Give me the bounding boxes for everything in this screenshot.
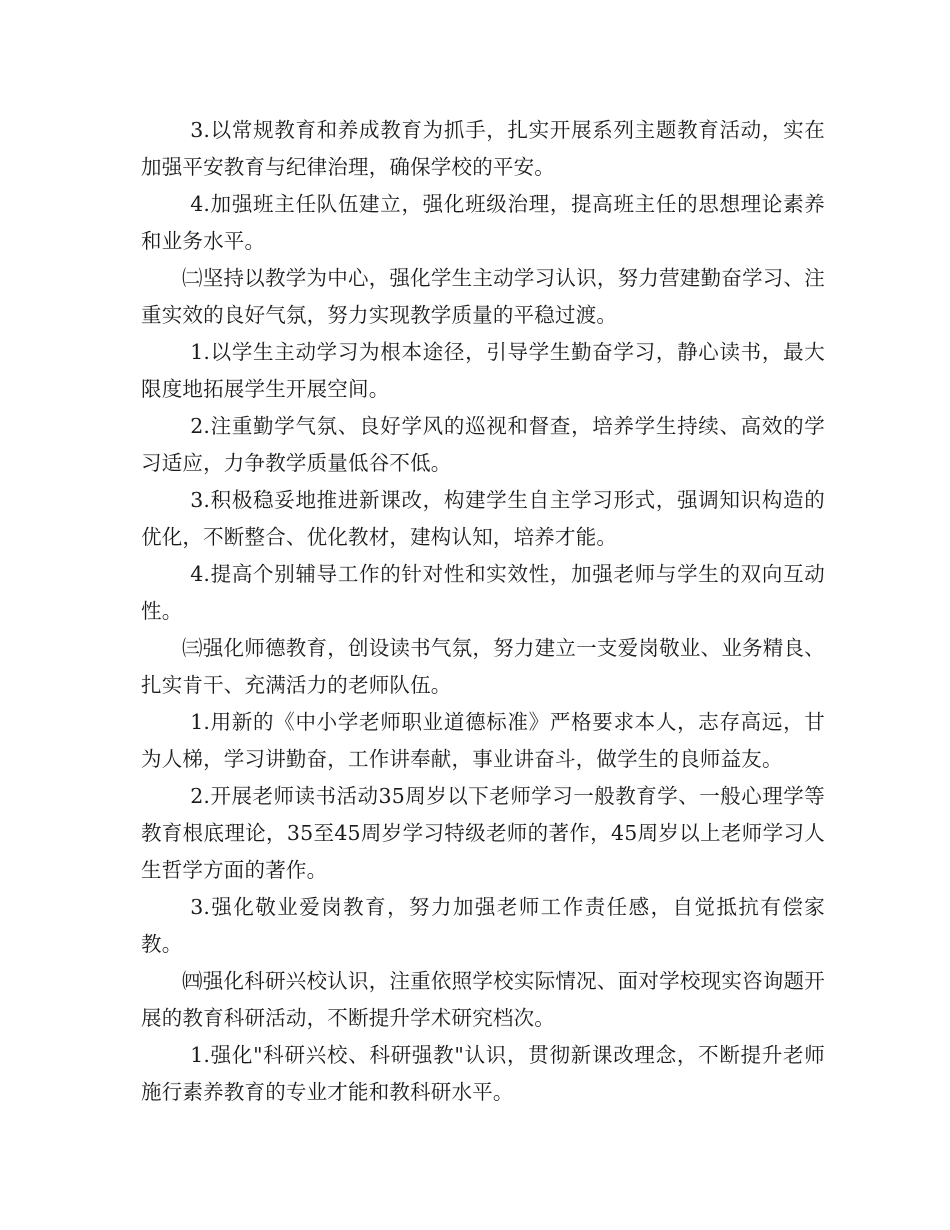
paragraph-item-1c: 1.用新的《中小学老师职业道德标准》严格要求本人，志存高远，甘为人梯，学习讲勤奋，工作讲奉献，事业讲奋斗，做学生的良师益友。 — [141, 710, 825, 771]
paragraph-item-2: 2.注重勤学气氛、良好学风的巡视和督查，培养学生持续、高效的学习适应，力争教学质量低谷不低。 — [141, 414, 825, 475]
document-body — [141, 112, 825, 1111]
paragraph-item-3: 3.以常规教育和养成教育为抓手，扎实开展系列主题教育活动，实在加强平安教育与纪律治理，确保学校的平安。 — [141, 118, 825, 179]
paragraph-item-3b: 3.积极稳妥地推进新课改，构建学生自主学习形式，强调知识构造的优化，不断整合、优化教材，建构认知，培养才能。 — [141, 488, 825, 549]
section-heading-4: ㈣强化科研兴校认识，注重依照学校实际情况、面对学校现实咨询题开展的教育科研活动，不断提升学术研究档次。 — [141, 969, 825, 1030]
paragraph-item-1: 1.以学生主动学习为根本途径，引导学生勤奋学习，静心读书，最大限度地拓展学生开展空间。 — [141, 340, 825, 401]
paragraph-item-3c: 3.强化敬业爱岗教育，努力加强老师工作责任感，自觉抵抗有偿家教。 — [141, 895, 825, 956]
paragraph-item-2c: 2.开展老师读书活动35周岁以下老师学习一般教育学、一般心理学等教育根底理论，35至45周岁学习特级老师的著作，45周岁以上老师学习人生哲学方面的著作。 — [141, 784, 825, 882]
paragraph-item-4: 4.加强班主任队伍建立，强化班级治理，提高班主任的思想理论素养和业务水平。 — [141, 192, 825, 253]
section-heading-3: ㈢强化师德教育，创设读书气氛，努力建立一支爱岗敬业、业务精良、扎实肯干、充满活力的老师队伍。 — [141, 636, 825, 697]
paragraph-item-1d: 1.强化"科研兴校、科研强教"认识，贯彻新课改理念，不断提升老师施行素养教育的专业才能和教科研水平。 — [141, 1043, 825, 1104]
paragraph-item-4b: 4.提高个别辅导工作的针对性和实效性，加强老师与学生的双向互动性。 — [141, 562, 825, 623]
section-heading-2: ㈡坚持以教学为中心，强化学生主动学习认识，努力营建勤奋学习、注重实效的良好气氛，努力实现教学质量的平稳过渡。 — [141, 266, 825, 327]
